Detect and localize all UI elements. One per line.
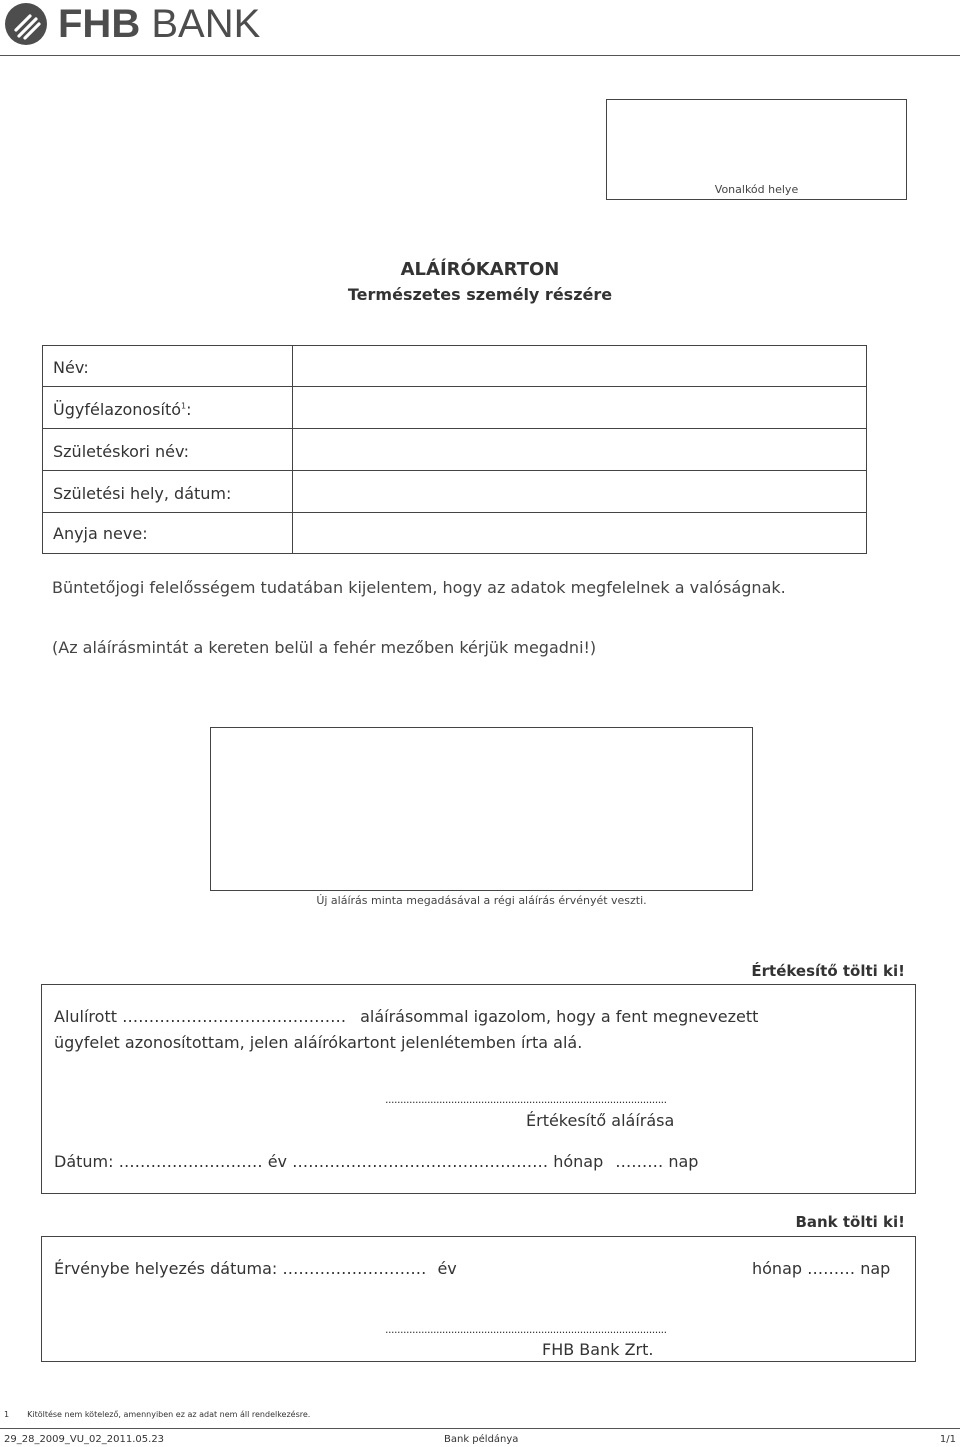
instruction-text: (Az aláírásmintát a kereten belül a fehér mezőben kérjük megadni!) (52, 638, 597, 657)
copy-label: Bank példánya (444, 1434, 519, 1445)
bank-section-box (41, 1236, 916, 1362)
header-divider (0, 55, 960, 56)
seller-section-heading: Értékesítő tölti ki! (751, 962, 905, 980)
field-label-birth-name: Születéskori név: (53, 442, 189, 461)
bank-section-heading: Bank tölti ki! (795, 1213, 905, 1231)
month-blank[interactable]: ………………………………………… (292, 1152, 549, 1171)
seller-section-box (41, 984, 916, 1194)
seller-signature-label: Értékesítő aláírása (526, 1111, 675, 1130)
validity-date-row: Érvénybe helyezés dátuma: ……………………… év (54, 1259, 457, 1278)
fhb-logo-icon (4, 2, 48, 46)
bank-logo (4, 2, 260, 46)
page-number: 1/1 (939, 1434, 956, 1445)
seller-date-row: Dátum: ……………………… év ………………………………………… hónap ……… nap (54, 1152, 699, 1171)
row-client-id[interactable] (43, 387, 866, 429)
barcode-label: Vonalkód helye (714, 183, 799, 196)
declaration-text: Büntetőjogi felelősségem tudatában kijelentem, hogy az adatok megfelelnek a valóságnak. (52, 578, 786, 597)
form-code: 29_28_2009_VU_02_2011.05.23 (4, 1434, 165, 1445)
row-name[interactable] (43, 346, 866, 387)
validity-month-day: hónap ……… nap (752, 1259, 891, 1278)
field-label-mother-name: Anyja neve: (53, 524, 148, 543)
field-label-birth-place-date: Születési hely, dátum: (53, 484, 232, 503)
row-birth-name[interactable] (43, 429, 866, 471)
row-birth-place-date[interactable] (43, 471, 866, 513)
brand-name: FHB BANK (58, 2, 261, 46)
signature-note: Új aláírás minta megadásával a régi aláírás érvényét veszti. (316, 894, 647, 907)
barcode-area (606, 99, 907, 200)
row-mother-name[interactable] (43, 513, 866, 553)
seller-name-blank[interactable]: …………………………………… (122, 1007, 347, 1026)
field-label-client-id: Ügyfélazonosító$^1$: (53, 400, 192, 419)
bank-signature-label: FHB Bank Zrt. (542, 1340, 654, 1359)
document-title: ALÁÍRÓKARTON (400, 259, 560, 280)
seller-statement-line1: Alulírott …………………………………… aláírásommal igazolom, hogy a fent megnevezett (54, 1007, 759, 1026)
signature-sample-box[interactable] (210, 727, 753, 891)
document-subtitle: Természetes személy részére (347, 285, 613, 304)
seller-statement-line2: ügyfelet azonosítottam, jelen aláírókartont jelenlétemben írta alá. (54, 1033, 583, 1052)
day-blank[interactable]: ……… (615, 1152, 664, 1171)
personal-data-table (42, 345, 867, 554)
seller-signature-line[interactable]: .............................................................................................. (385, 1093, 667, 1106)
validity-year-blank[interactable]: ……………………… (282, 1259, 427, 1278)
footer-divider (0, 1428, 960, 1429)
validity-day-blank[interactable]: ……… (807, 1259, 856, 1278)
footnote: 1 Kitöltése nem kötelező, amennyiben ez az adat nem áll rendelkezésre. (4, 1410, 311, 1419)
field-label-name: Név: (53, 358, 89, 377)
bank-signature-line[interactable]: .............................................................................................. (385, 1323, 667, 1336)
year-blank[interactable]: ……………………… (118, 1152, 263, 1171)
